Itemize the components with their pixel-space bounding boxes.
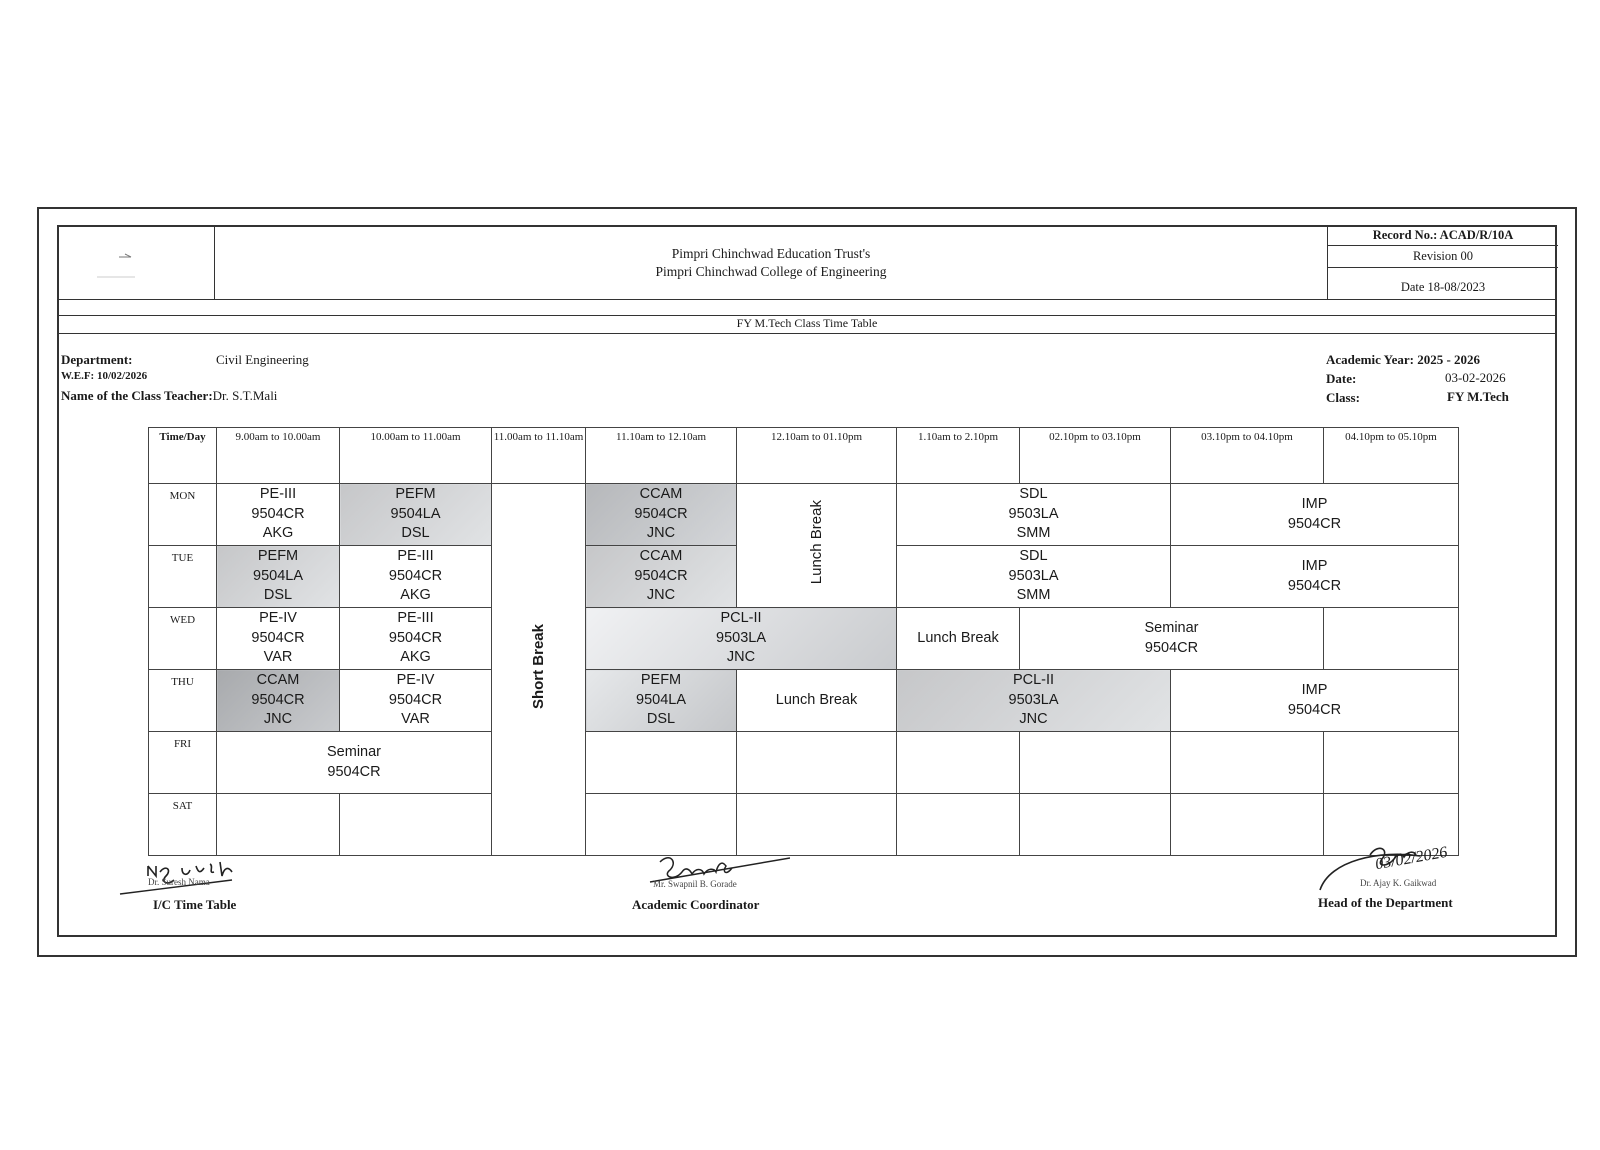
class-teacher-value: Dr. S.T.Mali [212,388,278,403]
header-slot-9: 04.10pm to 05.10pm [1324,428,1459,484]
row-mon [149,484,1459,546]
department-value: Civil Engineering [216,352,309,367]
mid-signature [640,848,790,898]
slot-cell: SDL 9503LA SMM [897,484,1171,546]
left-sign-name: Dr. Suresh Nama [148,877,210,887]
department-label: Department: [61,352,133,367]
slot-cell: PE-IV 9504CR VAR [340,670,492,732]
college-logo [87,239,147,289]
mid-sign-name: Mr. Swapnil B. Gorade [653,879,737,889]
header-divider [57,299,1557,300]
logo-cell [57,225,215,299]
right-sign-role: Head of the Department [1318,895,1453,910]
row-sat [149,794,1459,856]
slot-cell: CCAM 9504CR JNC [217,670,340,732]
day-label: TUE [149,546,217,608]
revision: Revision 00 [1412,249,1474,263]
empty-cell [1324,608,1459,670]
slot-cell: IMP 9504CR [1171,670,1459,732]
college-name: Pimpri Chinchwad College of Engineering [655,264,887,279]
timetable-title: FY M.Tech Class Time Table [736,316,878,330]
slot-cell: PEFM 9504LA DSL [217,546,340,608]
empty-cell [340,794,492,856]
lunch-break-cell: Lunch Break [737,670,897,732]
lunch-break-cell: Lunch Break [897,608,1020,670]
header-row [149,428,1459,484]
empty-cell [897,794,1020,856]
class-teacher [61,388,277,404]
slot-cell: PE-III 9504CR AKG [217,484,340,546]
slot-cell: SDL 9503LA SMM [897,546,1171,608]
date-value: 03-02-2026 [1445,370,1506,385]
day-label: THU [149,670,217,732]
date-label: Date: [1326,371,1357,386]
record-no: Record No.: ACAD/R/10A [1372,228,1514,242]
header-slot-6: 1.10am to 2.10pm [897,428,1020,484]
row-fri [149,732,1459,794]
timetable [148,427,1459,856]
header-slot-8: 03.10pm to 04.10pm [1171,428,1324,484]
revision-sep [1328,267,1558,268]
header-slot-4: 11.10am to 12.10am [586,428,737,484]
header-time-day: Time/Day [149,428,217,484]
mid-sign-role: Academic Coordinator [632,897,760,912]
header-slot-2: 10.00am to 11.00am [340,428,492,484]
slot-cell: IMP 9504CR [1171,484,1459,546]
academic-year-label: Academic Year: [1326,352,1414,367]
slot-cell: PE-IV 9504CR VAR [217,608,340,670]
slot-cell: PEFM 9504LA DSL [340,484,492,546]
lunch-break-cell [737,484,897,608]
class-teacher-label: Name of the Class Teacher: [61,388,213,403]
left-sign-role: I/C Time Table [153,897,237,912]
day-label: WED [149,608,217,670]
trust-name: Pimpri Chinchwad Education Trust's [671,246,871,261]
record-sep [1328,245,1558,246]
day-label: SAT [149,794,217,856]
empty-cell [737,794,897,856]
slot-cell: Seminar 9504CR [1020,608,1324,670]
class-value: FY M.Tech [1447,389,1509,404]
academic-year [1326,352,1480,368]
empty-cell [897,732,1020,794]
slot-cell: IMP 9504CR [1171,546,1459,608]
empty-cell [1020,794,1171,856]
day-label: FRI [149,732,217,794]
right-sign-date: 03/02/2026 [1373,843,1449,874]
row-wed [149,608,1459,670]
record-box [1327,225,1557,299]
slot-cell: CCAM 9504CR JNC [586,484,737,546]
empty-cell [586,732,737,794]
header-slot-1: 9.00am to 10.00am [217,428,340,484]
slot-cell: Seminar 9504CR [217,732,492,794]
empty-cell [586,794,737,856]
title-bottom-line [57,333,1557,334]
record-date: Date 18-08/2023 [1400,280,1486,294]
header-slot-5: 12.10am to 01.10pm [737,428,897,484]
empty-cell [1171,794,1324,856]
right-sign-name: Dr. Ajay K. Gaikwad [1360,878,1437,888]
slot-cell: PCL-II 9503LA JNC [586,608,897,670]
short-break-cell [492,484,586,856]
slot-cell: PE-III 9504CR AKG [340,546,492,608]
lunch-break-label: Lunch Break [807,500,825,585]
empty-cell [737,732,897,794]
slot-cell: PCL-II 9503LA JNC [897,670,1171,732]
short-break-label: Short Break [529,623,547,709]
slot-cell: PEFM 9504LA DSL [586,670,737,732]
day-label: MON [149,484,217,546]
empty-cell [217,794,340,856]
empty-cell [1020,732,1171,794]
slot-cell: CCAM 9504CR JNC [586,546,737,608]
row-thu [149,670,1459,732]
empty-cell [1324,732,1459,794]
class-label: Class: [1326,390,1360,405]
slot-cell: PE-III 9504CR AKG [340,608,492,670]
academic-year-value: 2025 - 2026 [1417,352,1481,367]
header-slot-3: 11.00am to 11.10am [492,428,586,484]
wef: W.E.F: 10/02/2026 [61,370,148,382]
header-slot-7: 02.10pm to 03.10pm [1020,428,1171,484]
empty-cell [1171,732,1324,794]
